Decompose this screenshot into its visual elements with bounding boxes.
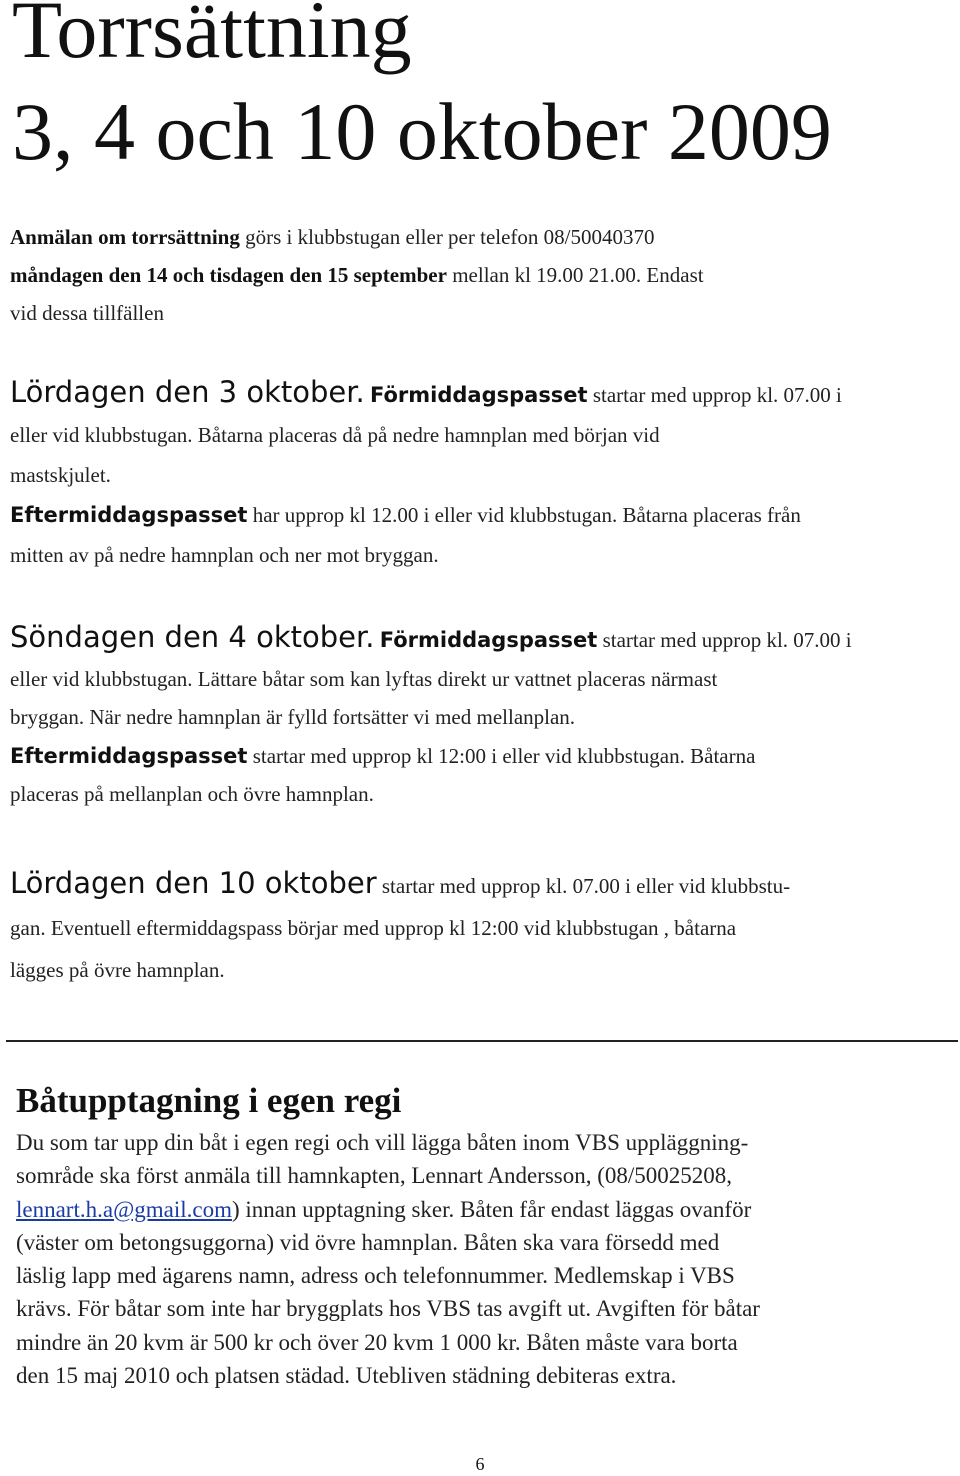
day1-heading: Lördagen den 3 oktober. (10, 375, 365, 409)
section2-line-2: sområde ska först anmäla till hamnkapten, Lennart Andersson, (08/50025208, (16, 1163, 733, 1189)
day1-morning-text: startar med upprop kl. 07.00 i (587, 383, 842, 407)
day3-line-3: lägges på övre hamnplan. (10, 958, 225, 982)
section2-line-6: krävs. För båtar som inte har bryggplats hos VBS tas avgift ut. Avgiften för båtar (16, 1296, 760, 1322)
page-subtitle-dates: 3, 4 och 10 oktober 2009 (12, 86, 832, 177)
section2-line-5: läslig lapp med ägarens namn, adress och telefonnummer. Medlemskap i VBS (16, 1263, 735, 1289)
intro-paragraph (10, 218, 704, 332)
section-heading-boat-lifting: Båtupptagning i egen regi (16, 1081, 402, 1120)
intro-text-2: mellan kl 19.00 21.00. Endast (446, 263, 704, 287)
day2-line-5: placeras på mellanplan och övre hamnplan. (10, 782, 374, 806)
section2-line-4: (väster om betongsuggorna) vid övre hamnplan. Båten ska vara försedd med (16, 1229, 720, 1255)
page-title: Torrsättning (12, 0, 412, 75)
page-number: 6 (475, 1454, 485, 1474)
day2-afternoon-label: Eftermiddagspasset (10, 743, 248, 768)
day1-line-3: mastskjulet. (10, 463, 111, 487)
section2-line-1: Du som tar upp din båt i egen regi och vill lägga båten inom VBS uppläggning- (16, 1130, 749, 1155)
day1-line-5: mitten av på nedre hamnplan och ner mot bryggan. (10, 543, 439, 567)
intro-bold-registration: Anmälan om torrsättning (10, 225, 240, 249)
section2-line-3: ) innan upptagning sker. Båten får endast läggas ovanför (231, 1196, 752, 1222)
section2-line-7: mindre än 20 kvm är 500 kr och över 20 kvm 1 000 kr. Båten måste vara borta (16, 1329, 738, 1355)
day2-morning-label: Förmiddagspasset (379, 628, 598, 652)
intro-text-1: görs i klubbstugan eller per telefon 08/50040370 (239, 225, 655, 249)
section2-line-8: den 15 maj 2010 och platsen städad. Utebliven städning debiteras extra. (16, 1363, 677, 1389)
boat-lifting-paragraph (16, 1126, 946, 1392)
day3-text-1: startar med upprop kl. 07.00 i eller vid klubbstu- (376, 874, 791, 898)
day3-line-2: gan. Eventuell eftermiddagspass börjar med upprop kl 12:00 vid klubbstugan , båtarna (10, 916, 737, 940)
day1-afternoon-text: har upprop kl 12.00 i eller vid klubbstugan. Båtarna placeras från (247, 503, 801, 527)
email-link[interactable]: lennart.h.a@gmail.com (16, 1196, 232, 1222)
day1-paragraph (10, 372, 842, 575)
day2-afternoon-text: startar med upprop kl 12:00 i eller vid klubbstugan. Båtarna (247, 743, 756, 768)
day2-line-2: eller vid klubbstugan. Lättare båtar som kan lyftas direkt ur vattnet placeras närmast (10, 666, 718, 691)
day2-morning-text: startar med upprop kl. 07.00 i (597, 628, 852, 652)
day2-paragraph (10, 618, 852, 814)
day2-heading: Söndagen den 4 oktober. (10, 620, 375, 654)
day1-morning-label: Förmiddagspasset (369, 383, 588, 407)
day3-heading: Lördagen den 10 oktober (10, 866, 377, 900)
day3-paragraph (10, 862, 790, 991)
intro-bold-dates: måndagen den 14 och tisdagen den 15 september (10, 263, 447, 287)
day2-line-3: bryggan. När nedre hamnplan är fylld fortsätter vi med mellanplan. (10, 705, 576, 729)
intro-text-3: vid dessa tillfällen (10, 301, 164, 325)
day1-line-2: eller vid klubbstugan. Båtarna placeras då på nedre hamnplan med början vid (10, 423, 660, 447)
section-divider (6, 1040, 958, 1042)
day1-afternoon-label: Eftermiddagspasset (10, 503, 248, 527)
